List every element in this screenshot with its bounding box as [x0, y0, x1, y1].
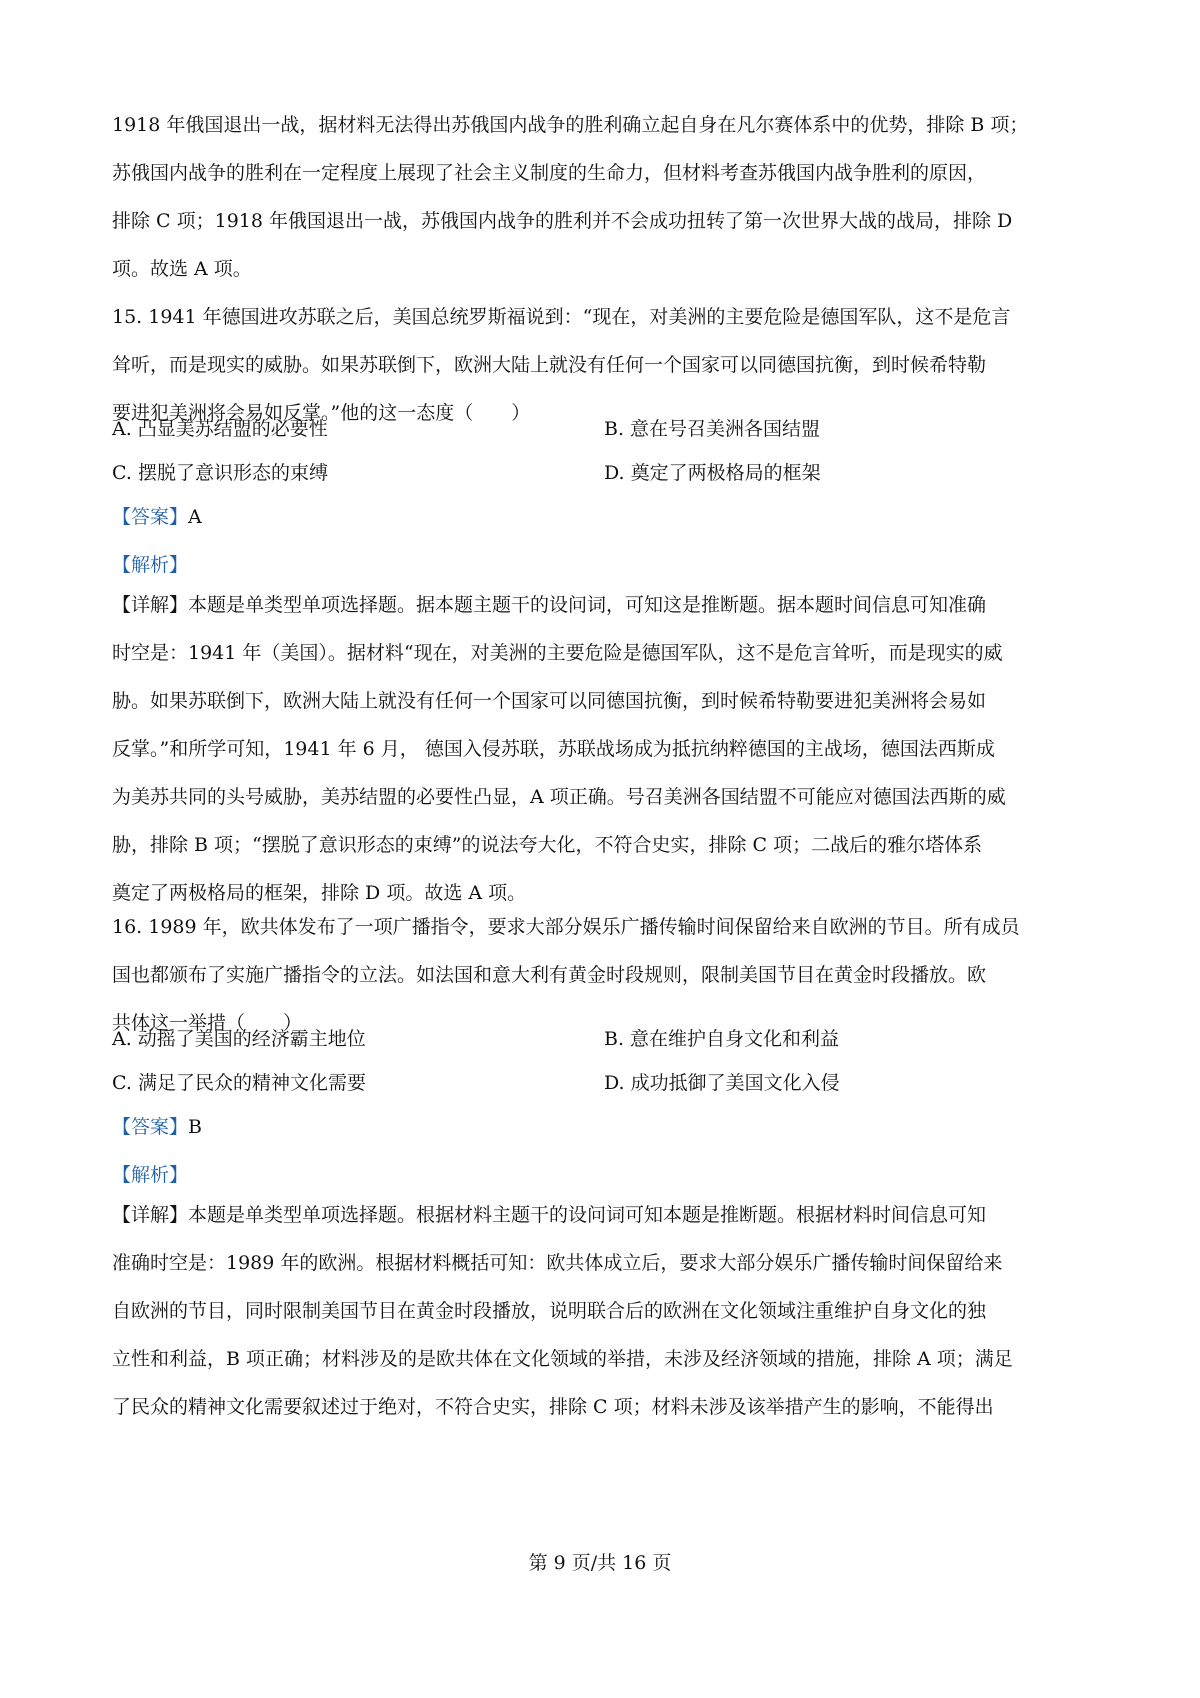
question-15-answer	[112, 493, 1102, 589]
answer-label: 【答案】	[112, 1116, 189, 1138]
detail-line: 自欧洲的节目，同时限制美国节目在黄金时段播放，说明联合后的欧洲在文化领域注重维护自身文化的独	[112, 1300, 987, 1322]
continuation-line: 项。故选 A 项。	[112, 258, 252, 280]
question-16-options-row-1	[112, 1015, 1102, 1063]
question-stem-line: 共体这一举措（ ）	[112, 1012, 303, 1034]
answer-value: A	[188, 506, 202, 528]
continuation-line: 苏俄国内战争的胜利在一定程度上展现了社会主义制度的生命力，但材料考查苏俄国内战争胜利的原因，	[112, 162, 987, 184]
continuation-line: 1918 年俄国退出一战，据材料无法得出苏俄国内战争的胜利确立起自身在凡尔赛体系中的优势，排除 B 项；	[112, 114, 1029, 136]
detail-line: 立性和利益，B 项正确；材料涉及的是欧共体在文化领域的举措，未涉及经济领域的措施，排除 A 项；满足	[112, 1348, 1013, 1370]
detail-line: 反掌。”和所学可知，1941 年 6 月， 德国入侵苏联，苏联战场成为抵抗纳粹德国的主战场，德国法西斯成	[112, 738, 995, 760]
detail-line: 准确时空是：1989 年的欧洲。根据材料概括可知：欧共体成立后，要求大部分娱乐广播传输时间保留给来	[112, 1252, 1003, 1274]
continuation-line: 排除 C 项；1918 年俄国退出一战，苏俄国内战争的胜利并不会成功扭转了第一次世界大战的战局，排除 D	[112, 210, 1013, 232]
detail-line: 本题是单类型单项选择题。根据材料主题干的设问词可知本题是推断题。根据材料时间信息可知	[188, 1204, 987, 1226]
detail-line: 本题是单类型单项选择题。据本题主题干的设问词，可知这是推断题。据本题时间信息可知准确	[188, 594, 987, 616]
option-b: B. 意在号召美洲各国结盟	[604, 418, 821, 440]
detail-line: 胁，排除 B 项；“摆脱了意识形态的束缚”的说法夸大化，不符合史实，排除 C 项；二战后的雅尔塔体系	[112, 834, 983, 856]
answer-value: B	[188, 1116, 202, 1138]
question-stem-line: 耸听，而是现实的威胁。如果苏联倒下，欧洲大陆上就没有任何一个国家可以同德国抗衡，到时候希特勒	[112, 354, 987, 376]
detail-line: 时空是：1941 年（美国）。据材料“现在，对美洲的主要危险是德国军队，这不是危言耸听，而是现实的威	[112, 642, 1003, 664]
question-15-options-row-2	[112, 449, 1102, 497]
option-a: A. 动摇了美国的经济霸主地位	[112, 1028, 366, 1050]
question-16-answer	[112, 1103, 1102, 1199]
previous-answer-continuation	[112, 101, 1102, 293]
option-b: B. 意在维护自身文化和利益	[604, 1028, 840, 1050]
question-stem-line: 国也都颁布了实施广播指令的立法。如法国和意大利有黄金时段规则，限制美国节目在黄金时段播放。欧	[112, 964, 987, 986]
detail-label: 【详解】	[112, 1204, 189, 1226]
question-stem-line: 16. 1989 年，欧共体发布了一项广播指令，要求大部分娱乐广播传输时间保留给来自欧洲的节目。所有成员	[112, 916, 1020, 938]
question-15-options-row-1	[112, 405, 1102, 453]
detail-line: 为美苏共同的头号威胁，美苏结盟的必要性凸显，A 项正确。号召美洲各国结盟不可能应对德国法西斯的威	[112, 786, 1006, 808]
page-footer: 第 9 页/共 16 页	[528, 1552, 672, 1574]
detail-line: 奠定了两极格局的框架，排除 D 项。故选 A 项。	[112, 882, 527, 904]
analysis-label: 【解析】	[112, 1164, 189, 1186]
question-stem-line: 15. 1941 年德国进攻苏联之后，美国总统罗斯福说到：“现在，对美洲的主要危险是德国军队，这不是危言	[112, 306, 1011, 328]
detail-label: 【详解】	[112, 594, 189, 616]
option-c: C. 满足了民众的精神文化需要	[112, 1072, 366, 1094]
answer-label: 【答案】	[112, 506, 189, 528]
question-15-detail	[112, 581, 1102, 917]
option-c: C. 摆脱了意识形态的束缚	[112, 462, 328, 484]
question-16-options-row-2	[112, 1059, 1102, 1107]
analysis-label: 【解析】	[112, 554, 189, 576]
option-d: D. 成功抵御了美国文化入侵	[604, 1072, 840, 1094]
detail-line: 胁。如果苏联倒下，欧洲大陆上就没有任何一个国家可以同德国抗衡，到时候希特勒要进犯美洲将会易如	[112, 690, 987, 712]
option-a: A. 凸显美苏结盟的必要性	[112, 418, 328, 440]
option-d: D. 奠定了两极格局的框架	[604, 462, 821, 484]
question-16-detail	[112, 1191, 1102, 1431]
question-stem-line: 要进犯美洲将会易如反掌。”他的这一态度（ ）	[112, 402, 531, 424]
detail-line: 了民众的精神文化需要叙述过于绝对，不符合史实，排除 C 项；材料未涉及该举措产生的影响，不能得出	[112, 1396, 994, 1418]
